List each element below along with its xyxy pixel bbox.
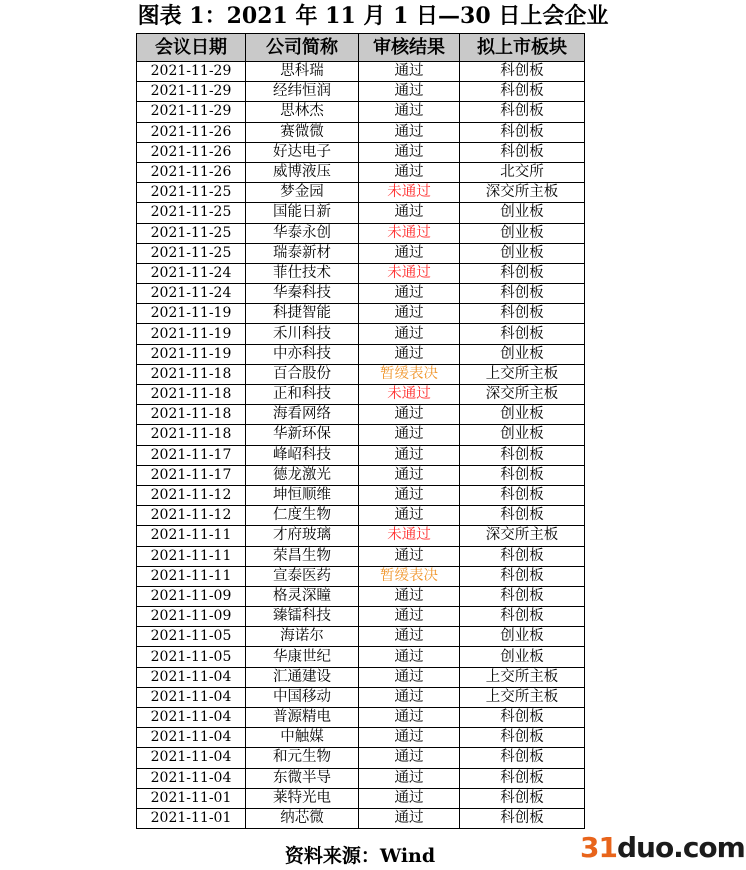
cell-board: 科创板: [460, 102, 585, 122]
cell-result: 通过: [359, 142, 460, 162]
table-row: [137, 445, 585, 465]
table-row: [137, 526, 585, 546]
cell-result: 通过: [359, 485, 460, 505]
cell-date: 2021-11-18: [137, 385, 246, 405]
table-row: [137, 546, 585, 566]
cell-board: 科创板: [460, 445, 585, 465]
table-row: [137, 304, 585, 324]
cell-date: 2021-11-12: [137, 506, 246, 526]
cell-company: 中亦科技: [246, 344, 359, 364]
cell-result: 未通过: [359, 183, 460, 203]
table-row: [137, 284, 585, 304]
cell-date: 2021-11-24: [137, 284, 246, 304]
cell-date: 2021-11-04: [137, 687, 246, 707]
table-row: [137, 142, 585, 162]
table-row: [137, 183, 585, 203]
cell-board: 深交所主板: [460, 385, 585, 405]
cell-date: 2021-11-11: [137, 546, 246, 566]
table-row: [137, 102, 585, 122]
cell-company: 中触媒: [246, 728, 359, 748]
cell-company: 经纬恒润: [246, 82, 359, 102]
cell-date: 2021-11-05: [137, 627, 246, 647]
table-header-row: [137, 34, 585, 62]
cell-date: 2021-11-05: [137, 647, 246, 667]
cell-board: 科创板: [460, 607, 585, 627]
table-row: [137, 425, 585, 445]
cell-company: 瑞泰新材: [246, 243, 359, 263]
cell-company: 普源精电: [246, 708, 359, 728]
cell-date: 2021-11-25: [137, 243, 246, 263]
cell-result: 通过: [359, 62, 460, 82]
cell-company: 莱特光电: [246, 788, 359, 808]
cell-result: 通过: [359, 506, 460, 526]
cell-result: 通过: [359, 102, 460, 122]
cell-board: 科创板: [460, 304, 585, 324]
cell-board: 创业板: [460, 647, 585, 667]
cell-date: 2021-11-09: [137, 607, 246, 627]
cell-board: 科创板: [460, 506, 585, 526]
cell-date: 2021-11-04: [137, 748, 246, 768]
table-row: [137, 405, 585, 425]
cell-result: 通过: [359, 788, 460, 808]
cell-board: 科创板: [460, 566, 585, 586]
table-row: [137, 465, 585, 485]
cell-company: 才府玻璃: [246, 526, 359, 546]
cell-result: 未通过: [359, 223, 460, 243]
table-row: [137, 243, 585, 263]
cell-date: 2021-11-11: [137, 566, 246, 586]
table-row: [137, 768, 585, 788]
cell-date: 2021-11-26: [137, 122, 246, 142]
cell-company: 和元生物: [246, 748, 359, 768]
cell-company: 荣昌生物: [246, 546, 359, 566]
cell-company: 国能日新: [246, 203, 359, 223]
cell-date: 2021-11-19: [137, 344, 246, 364]
cell-board: 科创板: [460, 768, 585, 788]
cell-company: 中国移动: [246, 687, 359, 707]
cell-board: 创业板: [460, 627, 585, 647]
cell-result: 暂缓表决: [359, 566, 460, 586]
table-row: [137, 385, 585, 405]
cell-result: 通过: [359, 708, 460, 728]
cell-company: 仁度生物: [246, 506, 359, 526]
cell-board: 深交所主板: [460, 183, 585, 203]
cell-company: 坤恒顺维: [246, 485, 359, 505]
cell-company: 赛微微: [246, 122, 359, 142]
cell-company: 东微半导: [246, 768, 359, 788]
table-row: [137, 263, 585, 283]
cell-date: 2021-11-25: [137, 183, 246, 203]
cell-result: 暂缓表决: [359, 364, 460, 384]
table-row: [137, 364, 585, 384]
table-row: [137, 506, 585, 526]
cell-company: 纳芯微: [246, 808, 359, 828]
cell-date: 2021-11-12: [137, 485, 246, 505]
cell-date: 2021-11-01: [137, 808, 246, 828]
cell-board: 北交所: [460, 162, 585, 182]
cell-result: 通过: [359, 162, 460, 182]
cell-result: 通过: [359, 243, 460, 263]
cell-date: 2021-11-29: [137, 102, 246, 122]
cell-board: 科创板: [460, 82, 585, 102]
cell-result: 通过: [359, 304, 460, 324]
cell-result: 通过: [359, 586, 460, 606]
cell-result: 通过: [359, 405, 460, 425]
table-row: [137, 607, 585, 627]
cell-result: 通过: [359, 82, 460, 102]
cell-company: 峰岹科技: [246, 445, 359, 465]
cell-board: 科创板: [460, 546, 585, 566]
cell-result: 未通过: [359, 263, 460, 283]
table-row: [137, 586, 585, 606]
watermark-number: 31: [580, 831, 617, 864]
cell-company: 汇通建设: [246, 667, 359, 687]
cell-result: 通过: [359, 768, 460, 788]
cell-board: 科创板: [460, 142, 585, 162]
cell-date: 2021-11-19: [137, 304, 246, 324]
cell-board: 科创板: [460, 788, 585, 808]
cell-board: 科创板: [460, 728, 585, 748]
cell-board: 上交所主板: [460, 667, 585, 687]
table-row: [137, 566, 585, 586]
cell-result: 通过: [359, 808, 460, 828]
cell-board: 科创板: [460, 808, 585, 828]
cell-result: 未通过: [359, 385, 460, 405]
cell-result: 通过: [359, 122, 460, 142]
cell-date: 2021-11-11: [137, 526, 246, 546]
cell-date: 2021-11-04: [137, 768, 246, 788]
cell-company: 思科瑞: [246, 62, 359, 82]
cell-board: 创业板: [460, 405, 585, 425]
table-row: [137, 667, 585, 687]
table-row: [137, 122, 585, 142]
cell-result: 未通过: [359, 526, 460, 546]
cell-result: 通过: [359, 647, 460, 667]
cell-result: 通过: [359, 465, 460, 485]
cell-board: 科创板: [460, 324, 585, 344]
site-watermark-logo: [580, 828, 745, 868]
cell-company: 禾川科技: [246, 324, 359, 344]
cell-date: 2021-11-18: [137, 425, 246, 445]
cell-result: 通过: [359, 607, 460, 627]
cell-date: 2021-11-18: [137, 405, 246, 425]
cell-result: 通过: [359, 687, 460, 707]
cell-board: 创业板: [460, 344, 585, 364]
column-header-company: 公司简称: [246, 34, 359, 62]
cell-board: 科创板: [460, 284, 585, 304]
cell-company: 海诺尔: [246, 627, 359, 647]
cell-company: 华泰永创: [246, 223, 359, 243]
cell-date: 2021-11-01: [137, 788, 246, 808]
cell-result: 通过: [359, 728, 460, 748]
cell-board: 深交所主板: [460, 526, 585, 546]
table-row: [137, 748, 585, 768]
source-note: 资料来源：Wind: [284, 845, 436, 867]
cell-date: 2021-11-26: [137, 142, 246, 162]
cell-date: 2021-11-29: [137, 62, 246, 82]
cell-company: 格灵深瞳: [246, 586, 359, 606]
table-row: [137, 324, 585, 344]
cell-board: 科创板: [460, 122, 585, 142]
cell-result: 通过: [359, 445, 460, 465]
cell-date: 2021-11-19: [137, 324, 246, 344]
table-row: [137, 687, 585, 707]
cell-company: 科捷智能: [246, 304, 359, 324]
cell-result: 通过: [359, 284, 460, 304]
cell-company: 宣泰医药: [246, 566, 359, 586]
column-header-board: 拟上市板块: [460, 34, 585, 62]
cell-result: 通过: [359, 344, 460, 364]
table-row: [137, 485, 585, 505]
cell-date: 2021-11-04: [137, 708, 246, 728]
cell-board: 科创板: [460, 748, 585, 768]
column-header-date: 会议日期: [137, 34, 246, 62]
cell-board: 上交所主板: [460, 364, 585, 384]
cell-company: 德龙激光: [246, 465, 359, 485]
table-row: [137, 344, 585, 364]
cell-board: 创业板: [460, 223, 585, 243]
cell-date: 2021-11-26: [137, 162, 246, 182]
cell-date: 2021-11-25: [137, 203, 246, 223]
cell-board: 科创板: [460, 263, 585, 283]
table-row: [137, 808, 585, 828]
table-row: [137, 708, 585, 728]
watermark-domain: duo.com: [616, 831, 745, 864]
cell-company: 梦金园: [246, 183, 359, 203]
cell-company: 好达电子: [246, 142, 359, 162]
cell-result: 通过: [359, 324, 460, 344]
cell-board: 科创板: [460, 62, 585, 82]
cell-board: 科创板: [460, 485, 585, 505]
cell-company: 百合股份: [246, 364, 359, 384]
cell-company: 菲仕技术: [246, 263, 359, 283]
cell-result: 通过: [359, 667, 460, 687]
table-row: [137, 728, 585, 748]
table-title: 图表 1：2021 年 11 月 1 日—30 日上会企业: [137, 3, 609, 29]
cell-board: 创业板: [460, 243, 585, 263]
ipo-meeting-table: [136, 33, 585, 829]
cell-board: 科创板: [460, 586, 585, 606]
table-row: [137, 82, 585, 102]
cell-board: 科创板: [460, 465, 585, 485]
cell-result: 通过: [359, 627, 460, 647]
cell-date: 2021-11-29: [137, 82, 246, 102]
column-header-result: 审核结果: [359, 34, 460, 62]
cell-company: 臻镭科技: [246, 607, 359, 627]
cell-date: 2021-11-25: [137, 223, 246, 243]
cell-date: 2021-11-18: [137, 364, 246, 384]
cell-company: 正和科技: [246, 385, 359, 405]
cell-company: 华秦科技: [246, 284, 359, 304]
cell-board: 科创板: [460, 708, 585, 728]
cell-result: 通过: [359, 546, 460, 566]
cell-result: 通过: [359, 748, 460, 768]
cell-date: 2021-11-04: [137, 667, 246, 687]
cell-board: 创业板: [460, 203, 585, 223]
table-row: [137, 203, 585, 223]
cell-company: 海看网络: [246, 405, 359, 425]
table-body: [137, 62, 585, 829]
cell-result: 通过: [359, 203, 460, 223]
cell-board: 创业板: [460, 425, 585, 445]
cell-company: 威博液压: [246, 162, 359, 182]
table-row: [137, 647, 585, 667]
cell-date: 2021-11-17: [137, 445, 246, 465]
table-row: [137, 62, 585, 82]
cell-board: 上交所主板: [460, 687, 585, 707]
cell-date: 2021-11-24: [137, 263, 246, 283]
table-row: [137, 162, 585, 182]
table-row: [137, 223, 585, 243]
table-row: [137, 627, 585, 647]
cell-company: 华新环保: [246, 425, 359, 445]
cell-date: 2021-11-04: [137, 728, 246, 748]
cell-result: 通过: [359, 425, 460, 445]
cell-company: 华康世纪: [246, 647, 359, 667]
cell-date: 2021-11-09: [137, 586, 246, 606]
cell-company: 思林杰: [246, 102, 359, 122]
cell-date: 2021-11-17: [137, 465, 246, 485]
table-row: [137, 788, 585, 808]
